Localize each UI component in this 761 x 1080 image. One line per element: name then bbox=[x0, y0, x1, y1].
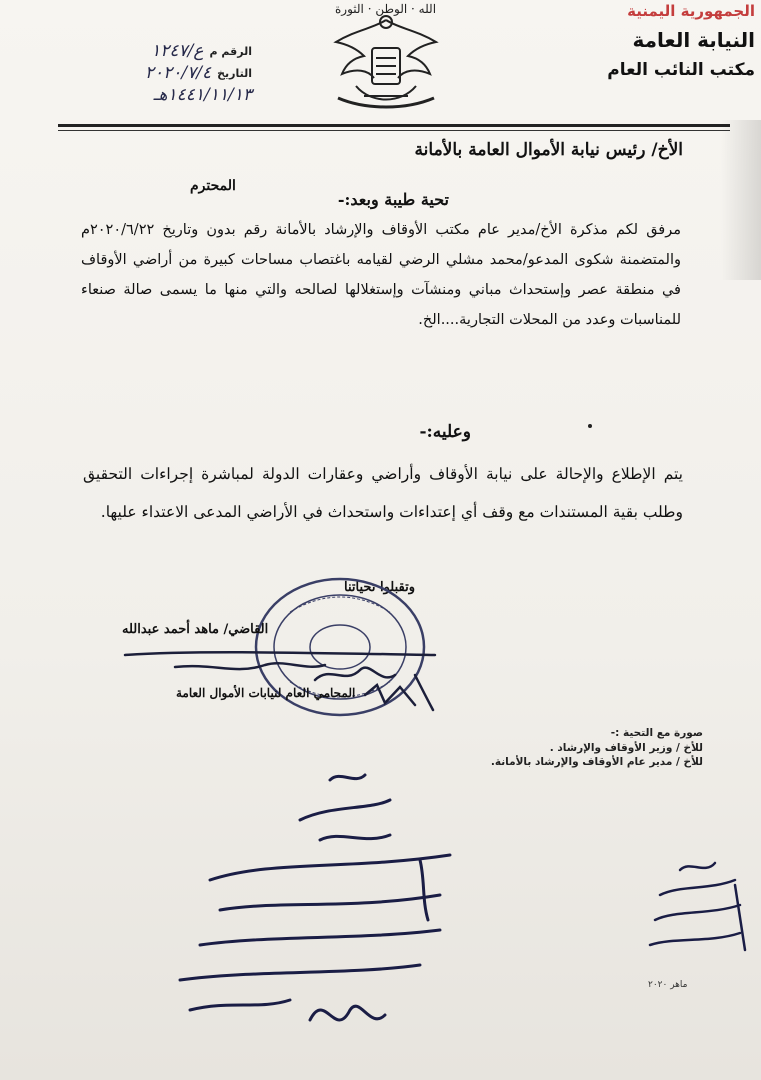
handwritten-signature-icon bbox=[115, 625, 455, 745]
addressee-honorific: المحترم bbox=[190, 178, 236, 194]
reference-hijri-date: ١٤٤١/١١/١٣هـ bbox=[153, 85, 252, 105]
reference-date-label: التاريخ bbox=[217, 66, 252, 80]
body-paragraph-1: مرفق لكم مذكرة الأخ/مدير عام مكتب الأوقاف والإرشاد بالأمانة رقم بدون وتاريخ ٢٠٢٠/٦/٢٢م والمتضمنة شكوى المدعو/محمد مشلي الرضي لقيامه باغتصاب مساحات كبيرة من أراضي الأوقاف في منطقة عصر وإستحداث مباني ومنشآت وإستغلالها لصالحه والتي منها ما يسمى صالة صنعاء للمناسبات وعدد من المحلات التجارية....الخ. bbox=[81, 222, 681, 328]
handwritten-date-icon bbox=[640, 855, 750, 965]
letterhead-country: الجمهورية اليمنية bbox=[627, 2, 755, 20]
eagle-emblem-icon bbox=[316, 0, 456, 115]
footer-print-mark: ماهر ٢٠٢٠ bbox=[648, 980, 688, 990]
header-rule-thick bbox=[58, 124, 730, 127]
reference-date-value: ٢٠٢٠/٧/٤ bbox=[144, 63, 212, 83]
ink-dot bbox=[588, 424, 592, 428]
emblem-motto: الله · الوطن · الثورة bbox=[335, 2, 437, 16]
letterhead-authority: النيابة العامة bbox=[632, 28, 755, 52]
body-heading: وعليه:- bbox=[419, 422, 471, 442]
letterhead bbox=[585, 0, 755, 80]
signer-title: المحامي العام لنيابات الأموال العامة bbox=[176, 686, 356, 700]
letterhead-office: مكتب النائب العام bbox=[607, 60, 755, 80]
header-rule-thin bbox=[58, 130, 730, 131]
copies-item: للأخ / وزير الأوقاف والإرشاد . bbox=[549, 742, 703, 754]
copies-header: صورة مع التحية :- bbox=[610, 727, 703, 739]
greeting: تحية طيبة وبعد:- bbox=[337, 190, 449, 209]
reference-number-value: ع/١٢٤٧ bbox=[151, 41, 204, 61]
paper-fold-shadow bbox=[721, 120, 761, 280]
body-paragraph-2: يتم الإطلاع والإحالة على نيابة الأوقاف وأراضي وعقارات الدولة لمباشرة إجراءات التحقيق وطلب بقية المستندات مع وقف أي إعتداءات واستحداث في الأراضي المدعى الاعتداء عليها. bbox=[83, 465, 683, 521]
reference-number-label: الرقم م bbox=[209, 44, 252, 58]
signer-name: القاضي/ ماهد أحمد عبدالله bbox=[122, 622, 269, 637]
closing-phrase: وتقبلوا تحياتنا bbox=[344, 580, 415, 595]
addressee-line: الأخ/ رئيس نيابة الأموال العامة بالأمانة bbox=[414, 140, 683, 160]
reference-block bbox=[52, 40, 252, 106]
handwritten-annotation-icon bbox=[150, 760, 510, 1060]
copies-item: للأخ / مدير عام الأوقاف والإرشاد بالأمانة. bbox=[490, 756, 703, 768]
